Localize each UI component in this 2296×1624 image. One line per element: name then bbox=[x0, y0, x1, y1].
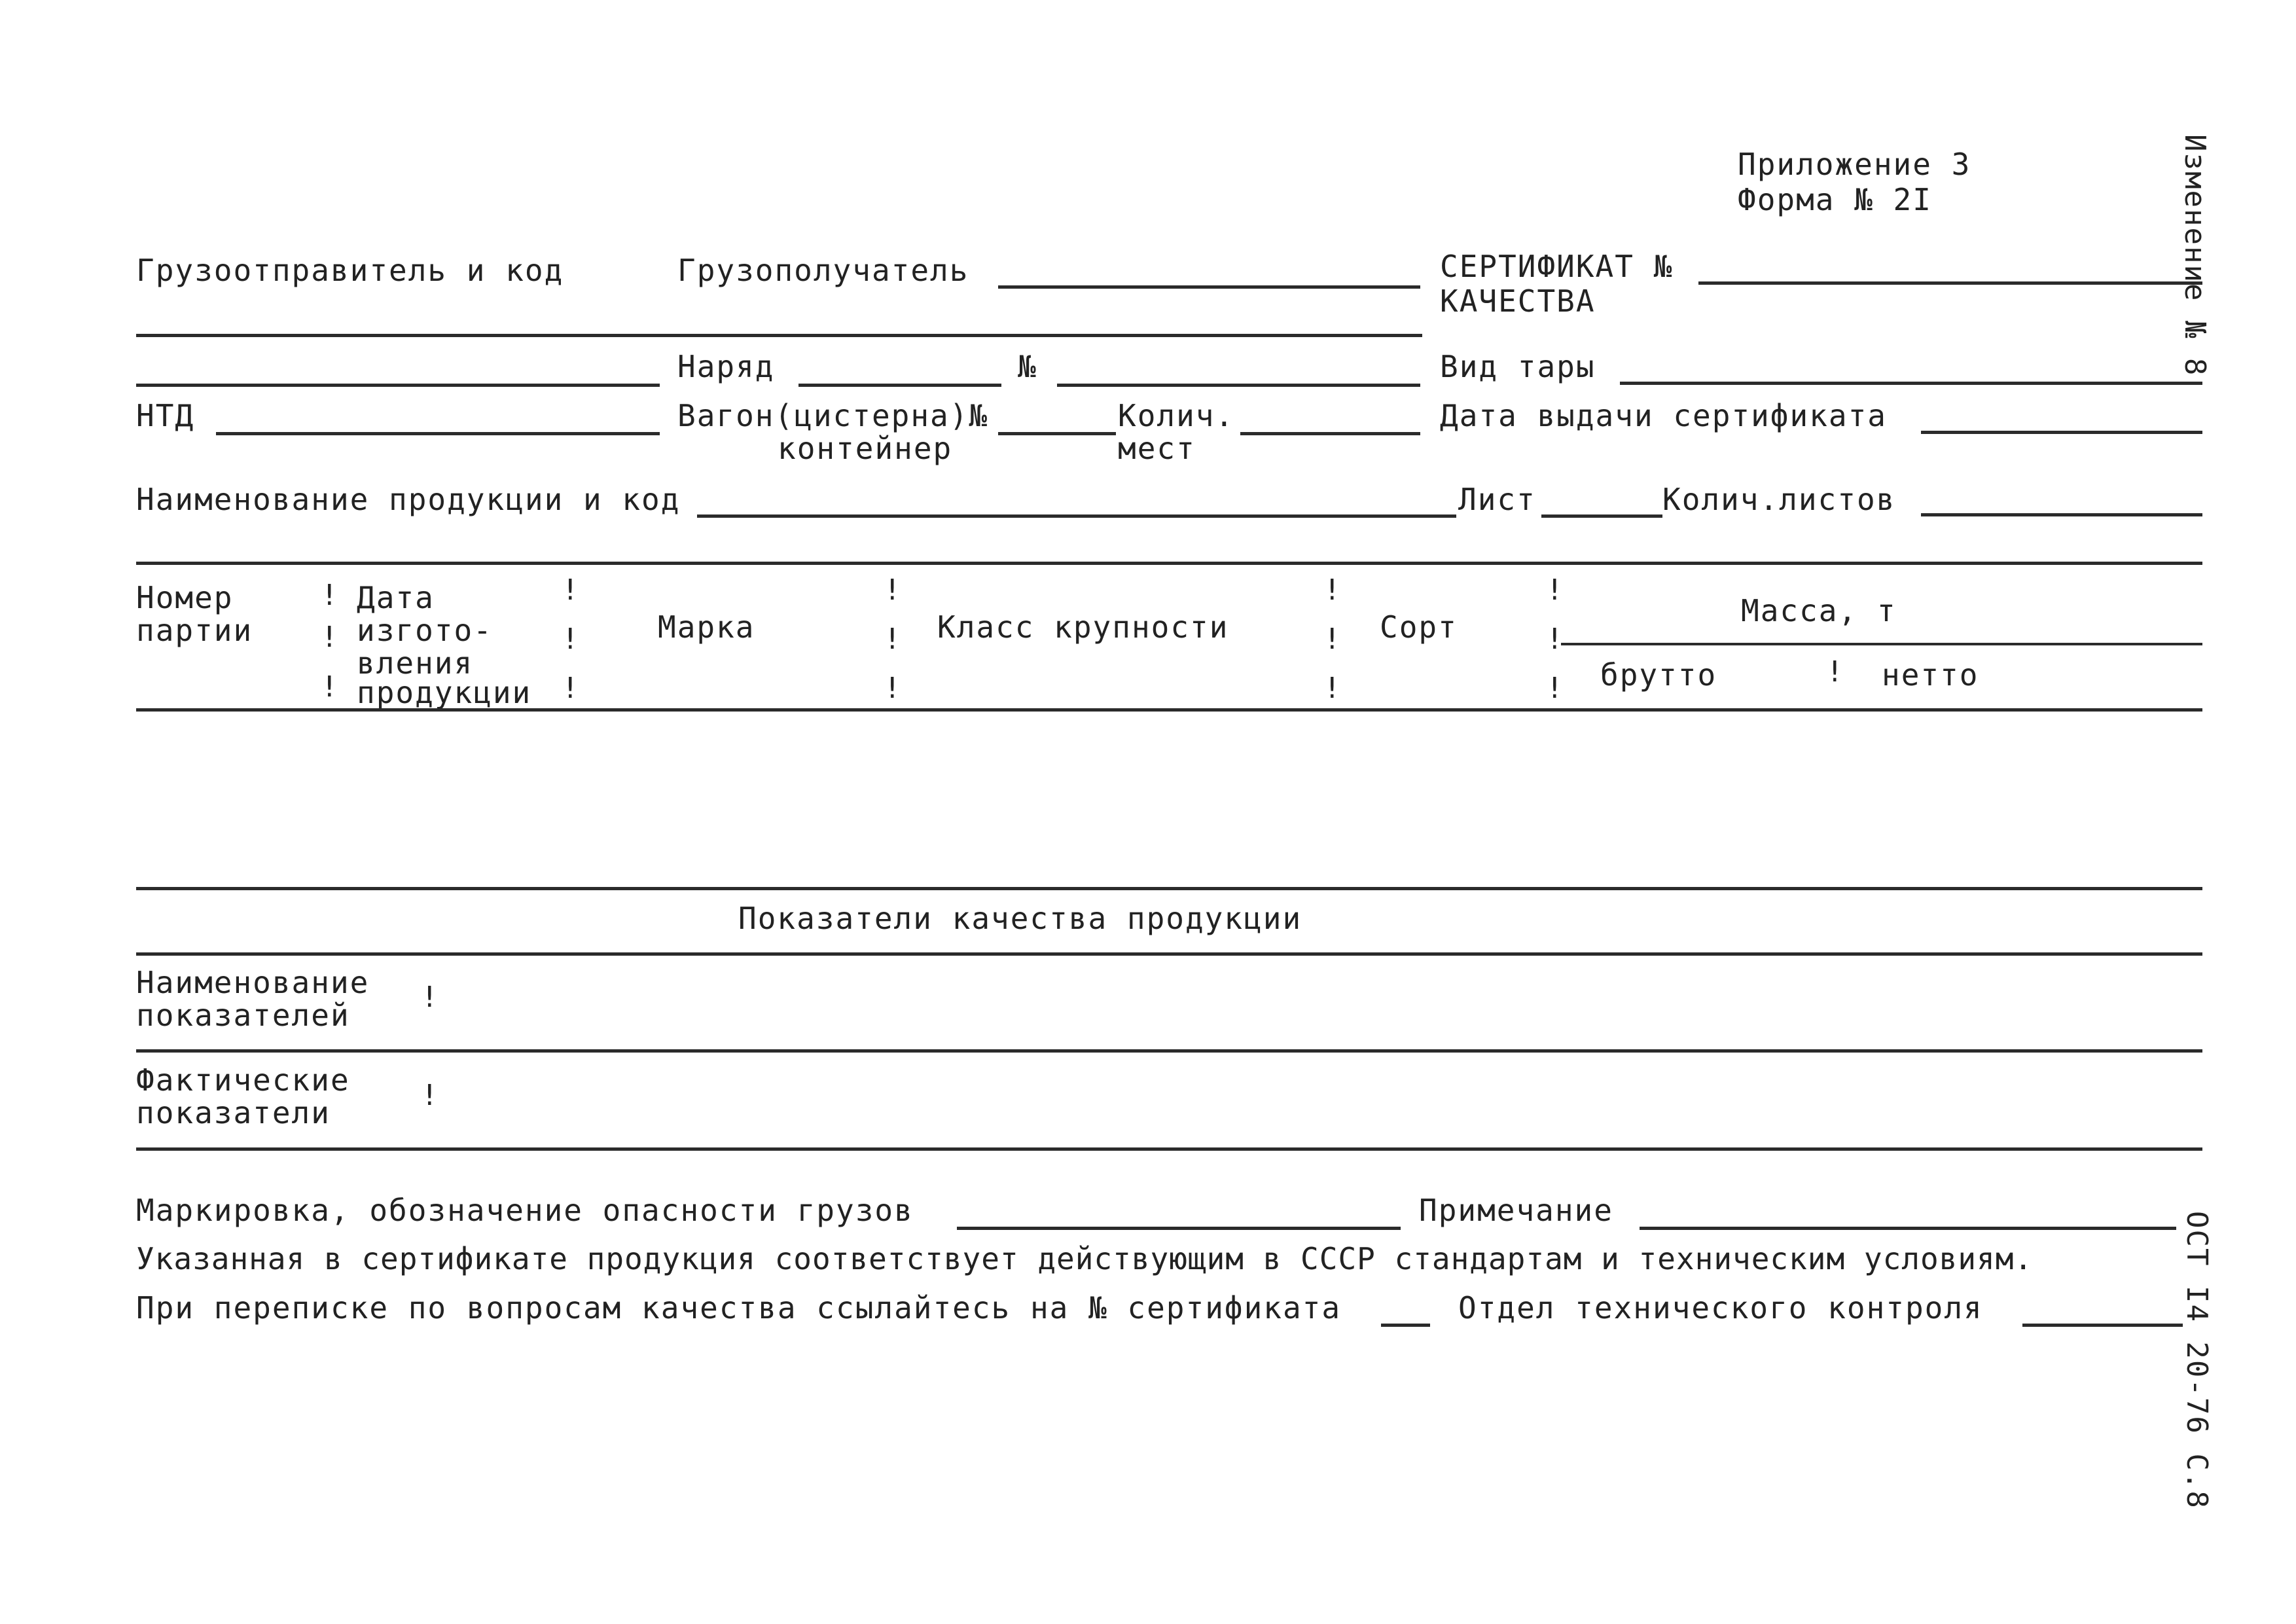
table-header-bottom-border bbox=[136, 708, 2202, 712]
note-label: Примечание bbox=[1419, 1193, 1613, 1228]
wagon-label: Вагон(цистерна)№ bbox=[677, 398, 989, 433]
actual-indicators-label-2: показатели bbox=[136, 1095, 331, 1130]
column-separator: ! bbox=[1323, 672, 1341, 705]
net-header: нетто bbox=[1882, 657, 1979, 693]
shipper-field[interactable] bbox=[136, 334, 1422, 337]
product-name-label: Наименование продукции и код bbox=[136, 482, 681, 517]
tare-type-label: Вид тары bbox=[1440, 349, 1596, 384]
marking-label: Маркировка, обозначение опасности грузов bbox=[136, 1193, 914, 1228]
order-field[interactable] bbox=[798, 384, 1001, 387]
column-separator: ! bbox=[884, 623, 901, 656]
grade-header: Марка bbox=[658, 609, 755, 645]
sheet-label: Лист bbox=[1458, 482, 1536, 517]
marking-field[interactable] bbox=[957, 1227, 1401, 1230]
document-reference: ОСТ I4 20-76 С.8 bbox=[2180, 1211, 2214, 1509]
quantity-label: Колич. bbox=[1118, 398, 1235, 433]
column-separator: ! bbox=[1826, 655, 1844, 689]
column-separator: ! bbox=[1323, 573, 1341, 607]
production-date-header-4: продукции bbox=[357, 675, 532, 710]
mass-header: Масса, т bbox=[1741, 593, 1897, 628]
number-sign: № bbox=[1018, 349, 1037, 384]
note-field[interactable] bbox=[1640, 1227, 2176, 1230]
column-separator: ! bbox=[321, 579, 338, 612]
batch-number-header: Номер bbox=[136, 580, 234, 615]
places-label: мест bbox=[1118, 431, 1196, 466]
consignee-field[interactable] bbox=[998, 285, 1420, 289]
column-separator: ! bbox=[421, 1079, 439, 1112]
order-number-field[interactable] bbox=[1057, 384, 1420, 387]
batch-number-header-2: партии bbox=[136, 613, 253, 648]
ntd-field[interactable] bbox=[216, 432, 660, 435]
table-top-border bbox=[136, 562, 2202, 565]
indicator-names-label-2: показателей bbox=[136, 998, 350, 1033]
consignee-label: Грузополучатель bbox=[677, 253, 969, 288]
column-separator: ! bbox=[421, 981, 439, 1014]
quality-label: КАЧЕСТВА bbox=[1440, 283, 1596, 319]
sheet-count-label: Колич.листов bbox=[1662, 482, 1896, 517]
indicator-names-label: Наименование bbox=[136, 965, 370, 1000]
column-separator: ! bbox=[562, 672, 579, 705]
shipper-field-2[interactable] bbox=[136, 384, 660, 387]
column-separator: ! bbox=[1546, 623, 1564, 656]
ntd-label: НТД bbox=[136, 398, 195, 433]
compliance-statement: Указанная в сертификате продукция соответствует действующим в СССР стандартам и техническим условиям. bbox=[136, 1241, 2034, 1276]
tare-type-field[interactable] bbox=[1620, 382, 2202, 385]
column-separator: ! bbox=[562, 573, 579, 607]
form-number: Форма № 2I bbox=[1738, 182, 1932, 217]
actual-indicators-border bbox=[136, 1147, 2202, 1151]
production-date-header-3: вления bbox=[357, 645, 474, 681]
order-label: Наряд bbox=[677, 349, 775, 384]
quantity-field[interactable] bbox=[1240, 432, 1420, 435]
otk-field[interactable] bbox=[2022, 1324, 2183, 1327]
appendix-label: Приложение 3 bbox=[1738, 147, 1971, 182]
certificate-number-field[interactable] bbox=[1698, 281, 2202, 285]
column-separator: ! bbox=[321, 670, 338, 704]
shipper-label: Грузоотправитель и код bbox=[136, 253, 564, 288]
actual-indicators-label: Фактические bbox=[136, 1062, 350, 1098]
column-separator: ! bbox=[1546, 573, 1564, 607]
issue-date-field[interactable] bbox=[1921, 431, 2202, 434]
indicator-names-border bbox=[136, 1049, 2202, 1053]
sort-header: Сорт bbox=[1380, 609, 1458, 645]
quality-top-border bbox=[136, 887, 2202, 890]
production-date-header: Дата bbox=[357, 580, 435, 615]
change-note: Изменение № 8 bbox=[2178, 134, 2212, 377]
gross-header: брутто bbox=[1600, 657, 1717, 693]
container-label: контейнер bbox=[778, 431, 953, 466]
otk-label: Отдел технического контроля bbox=[1458, 1290, 1983, 1326]
column-separator: ! bbox=[884, 573, 901, 607]
column-separator: ! bbox=[1546, 672, 1564, 705]
sheet-count-field[interactable] bbox=[1921, 513, 2202, 516]
mass-divider bbox=[1561, 643, 2202, 645]
product-name-field[interactable] bbox=[697, 514, 1456, 518]
production-date-header-2: изгото- bbox=[357, 613, 493, 648]
size-class-header: Класс крупности bbox=[937, 609, 1229, 645]
wagon-field[interactable] bbox=[998, 432, 1116, 435]
issue-date-label: Дата выдачи сертификата bbox=[1440, 398, 1887, 433]
certificate-ref-field[interactable] bbox=[1381, 1324, 1430, 1327]
quality-title: Показатели качества продукции bbox=[738, 901, 1302, 936]
column-separator: ! bbox=[1323, 623, 1341, 656]
column-separator: ! bbox=[562, 623, 579, 656]
sheet-field[interactable] bbox=[1541, 514, 1662, 518]
quality-title-border bbox=[136, 952, 2202, 956]
column-separator: ! bbox=[884, 672, 901, 705]
column-separator: ! bbox=[321, 621, 338, 654]
correspondence-note: При переписке по вопросам качества ссылайтесь на № сертификата bbox=[136, 1290, 1342, 1326]
certificate-label: СЕРТИФИКАТ № bbox=[1440, 249, 1674, 284]
